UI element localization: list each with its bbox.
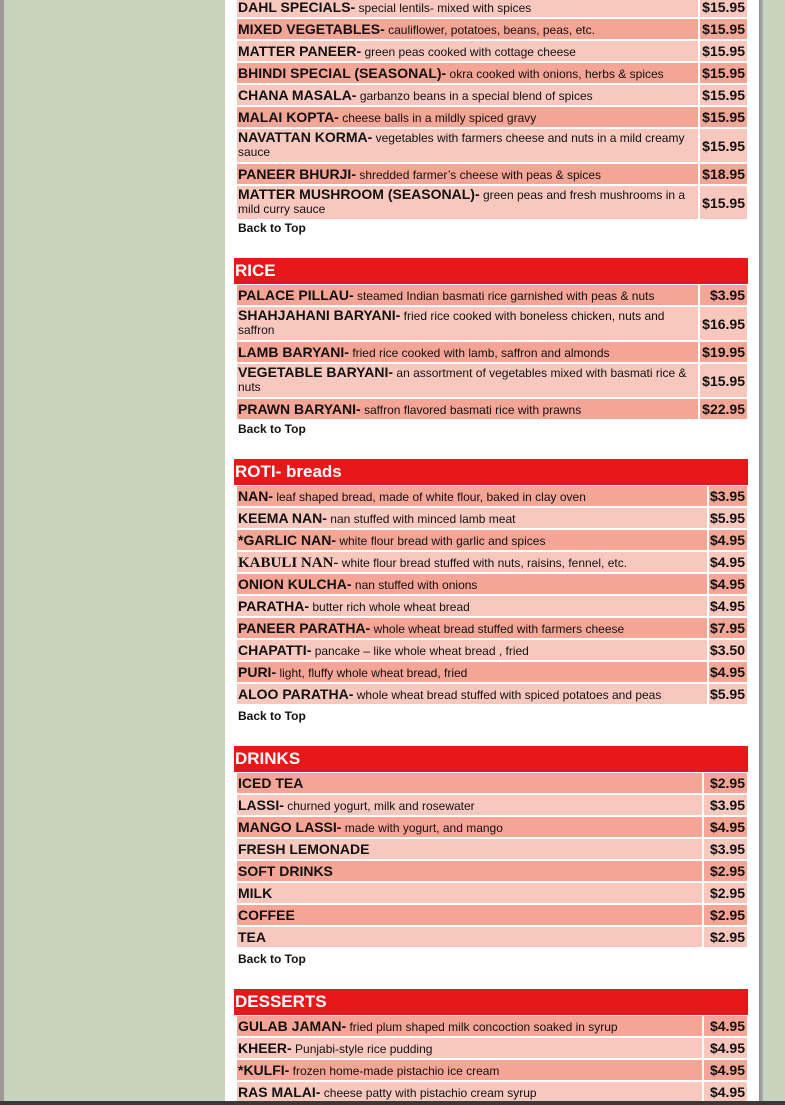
dish-description: fried rice cooked with lamb, saffron and almonds [352, 346, 610, 360]
dish-description: nan stuffed with onions [354, 578, 478, 592]
back-to-top-link[interactable]: Back to Top [238, 422, 306, 436]
dish-name: ALOO PARATHA- [238, 686, 354, 702]
menu-item-text [238, 1085, 537, 1100]
dish-name: MIXED VEGETABLES- [238, 21, 385, 37]
dish-price: $4.95 [709, 598, 745, 614]
menu-content [225, 0, 759, 1105]
dish-price: $4.95 [704, 817, 747, 837]
dish-name: LAMB BARYANI- [238, 344, 349, 360]
dish-price: $2.95 [704, 905, 747, 925]
dish-price: $7.95 [709, 620, 745, 636]
dish-price: $4.95 [704, 1016, 747, 1036]
dish-description: green peas cooked with cottage cheese [364, 45, 576, 59]
dish-price: $16.95 [700, 307, 747, 340]
menu-item-name-cell [237, 1060, 702, 1080]
dish-description: vegetables with farmers cheese and nuts in a mild creamy sauce [238, 131, 685, 159]
dish-name: GULAB JAMAN- [238, 1018, 347, 1034]
dish-name: CHANA MASALA- [238, 87, 357, 103]
dish-name: VEGETABLE BARYANI- [238, 364, 394, 380]
bottom-border [0, 1101, 785, 1105]
dish-name: SHAHJAHANI BARYANI- [238, 307, 401, 323]
dish-description: fried plum shaped milk concoction soaked in syrup [349, 1020, 618, 1034]
section-title-rice: RICE [234, 258, 748, 284]
menu-item-row [237, 1038, 747, 1058]
dish-name: PRAWN BARYANI- [238, 401, 361, 417]
menu-item-row [237, 1082, 747, 1102]
dish-name: MANGO LASSI- [238, 819, 342, 835]
dish-price: $15.95 [700, 129, 747, 162]
dish-name: CHAPATTI- [238, 642, 312, 658]
section-title-roti: ROTI- breads [234, 459, 748, 485]
dish-name: ICED TEA [238, 775, 304, 791]
dish-description: green peas and fresh mushrooms in a mild curry sauce [238, 188, 686, 216]
dish-name: SOFT DRINKS [238, 863, 333, 879]
section-title-drinks: DRINKS [234, 746, 748, 772]
menu-item-text [238, 1019, 618, 1034]
dish-name: KABULI NAN- [238, 554, 339, 571]
dish-description: cheese patty with pistachio cream syrup [323, 1086, 537, 1100]
dish-price: $15.95 [700, 63, 747, 83]
dish-description: saffron flavored basmati rice with prawns [363, 403, 582, 417]
section-title-desserts: DESSERTS [234, 989, 748, 1015]
dish-price: $4.95 [704, 1060, 747, 1080]
dish-name: PURI- [238, 664, 277, 680]
menu-item-name-cell [237, 1082, 702, 1102]
dish-name: TEA [238, 929, 266, 945]
dish-name: KEEMA NAN- [238, 510, 327, 526]
left-sidebar-background [4, 0, 225, 1105]
dish-description: steamed Indian basmati rice garnished with peas & nuts [356, 289, 655, 303]
dish-description: an assortment of vegetables mixed with basmati rice & nuts [238, 366, 687, 394]
menu-item-name-cell [237, 1038, 702, 1058]
dish-name: FRESH LEMONADE [238, 841, 370, 857]
dish-description: shredded farmer’s cheese with peas & spices [359, 168, 602, 182]
menu-item-row [237, 1060, 747, 1080]
dish-name: PANEER BHURJI- [238, 166, 356, 182]
dish-description: fried rice cooked with boneless chicken, nuts and saffron [238, 309, 665, 337]
back-to-top-link[interactable]: Back to Top [238, 952, 306, 966]
back-to-top-link[interactable]: Back to Top [238, 709, 306, 723]
menu-item-text [238, 1041, 432, 1056]
dish-description: Punjabi-style rice pudding [295, 1042, 433, 1056]
dish-price: $4.95 [709, 664, 745, 680]
dish-price: $18.95 [700, 164, 747, 184]
dish-name: PALACE PILLAU- [238, 287, 354, 303]
dish-price: $4.95 [704, 1082, 747, 1102]
dish-name: DAHL SPECIALS- [238, 0, 356, 15]
dish-price: $19.95 [700, 342, 747, 362]
dish-description: white flour bread with garlic and spices [339, 534, 546, 548]
menu-item-text [238, 1063, 499, 1078]
dish-description: garbanzo beans in a special blend of spices [359, 89, 593, 103]
dish-description: whole wheat bread stuffed with spiced potatoes and peas [356, 688, 662, 702]
dish-description: cauliflower, potatoes, beans, peas, etc. [388, 23, 595, 37]
menu-item-name-cell [237, 1016, 702, 1036]
dish-name: PARATHA- [238, 598, 310, 614]
dish-name: COFFEE [238, 907, 295, 923]
dish-price: $3.50 [709, 642, 745, 658]
dish-name: *KULFI- [238, 1062, 290, 1078]
dish-price: $2.95 [704, 773, 747, 793]
dish-price: $3.95 [704, 795, 747, 815]
dish-description: butter rich whole wheat bread [312, 600, 470, 614]
dish-price: $2.95 [704, 883, 747, 903]
dish-description: special lentils- mixed with spices [358, 1, 532, 15]
dish-description: churned yogurt, milk and rosewater [287, 799, 475, 813]
dish-price: $15.95 [700, 364, 747, 397]
dish-name: MALAI KOPTA- [238, 109, 339, 125]
dish-price: $4.95 [709, 554, 745, 570]
dish-price: $3.95 [700, 285, 747, 305]
dish-price: $22.95 [700, 399, 747, 419]
dish-name: MATTER PANEER- [238, 43, 362, 59]
dish-description: nan stuffed with minced lamb meat [330, 512, 516, 526]
dish-description: pancake – like whole wheat bread , fried [314, 644, 529, 658]
dish-price: $15.95 [700, 41, 747, 61]
dish-name: BHINDI SPECIAL (SEASONAL)- [238, 65, 447, 81]
dish-description: leaf shaped bread, made of white flour, baked in clay oven [276, 490, 586, 504]
dish-description: light, fluffy whole wheat bread, fried [279, 666, 468, 680]
right-sidebar-background [763, 0, 785, 1105]
dish-name: NAN- [238, 488, 273, 504]
dish-price: $4.95 [709, 532, 745, 548]
dish-name: *GARLIC NAN- [238, 532, 336, 548]
dish-description: whole wheat bread stuffed with farmers cheese [373, 622, 625, 636]
dish-name: NAVATTAN KORMA- [238, 129, 373, 145]
dish-name: LASSI- [238, 797, 284, 813]
dish-name: MATTER MUSHROOM (SEASONAL)- [238, 186, 480, 202]
dish-price: $15.95 [700, 85, 747, 105]
dish-name: MILK [238, 885, 273, 901]
dish-description: okra cooked with onions, herbs & spices [449, 67, 664, 81]
dish-price: $15.95 [700, 0, 747, 17]
dish-name: PANEER PARATHA- [238, 620, 371, 636]
dish-name: RAS MALAI- [238, 1084, 321, 1100]
dish-price: $2.95 [704, 927, 747, 947]
dish-price: $15.95 [700, 107, 747, 127]
menu-item-row [237, 1016, 747, 1036]
dish-price: $5.95 [709, 510, 745, 526]
dish-price: $2.95 [704, 861, 747, 881]
dish-price: $4.95 [704, 1038, 747, 1058]
section-desserts [225, 0, 759, 1105]
dish-description: made with yogurt, and mango [344, 821, 503, 835]
dish-price: $4.95 [709, 576, 745, 592]
dish-price: $3.95 [704, 839, 747, 859]
dish-name: ONION KULCHA- [238, 576, 352, 592]
dish-description: cheese balls in a mildly spiced gravy [342, 111, 537, 125]
dish-price: $3.95 [709, 488, 745, 504]
dish-description: frozen home-made pistachio ice cream [292, 1064, 500, 1078]
dish-name: KHEER- [238, 1040, 292, 1056]
dish-price: $15.95 [700, 186, 747, 219]
back-to-top-link[interactable]: Back to Top [238, 221, 306, 235]
dish-description: white flour bread stuffed with nuts, raisins, fennel, etc. [341, 555, 628, 570]
dish-price: $5.95 [709, 686, 745, 702]
dish-price: $15.95 [700, 19, 747, 39]
